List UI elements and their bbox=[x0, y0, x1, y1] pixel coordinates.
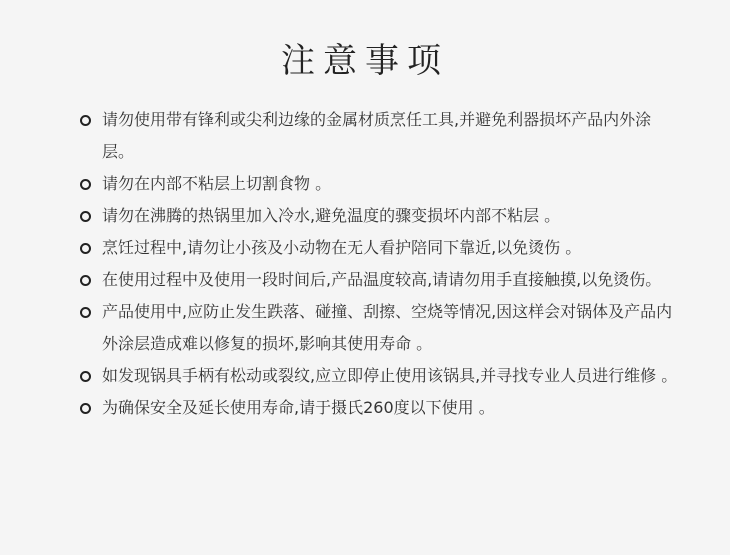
list-item bbox=[78, 104, 678, 168]
list-item-text: 请勿在内部不粘层上切割食物 。 bbox=[102, 174, 332, 193]
circle-bullet-icon bbox=[80, 403, 91, 414]
precautions-list bbox=[78, 104, 678, 424]
circle-bullet-icon bbox=[80, 371, 91, 382]
list-item bbox=[78, 392, 678, 424]
list-item-text: 请勿在沸腾的热锅里加入冷水,避免温度的骤变损坏内部不粘层 。 bbox=[102, 206, 561, 225]
circle-bullet-icon bbox=[80, 275, 91, 286]
list-item-text: 如发现锅具手柄有松动或裂纹,应立即停止使用该锅具,并寻找专业人员进行维修 。 bbox=[102, 366, 678, 385]
list-item bbox=[78, 200, 678, 232]
list-item bbox=[78, 264, 678, 296]
list-item bbox=[78, 296, 678, 360]
page-title: 注意事项 bbox=[281, 41, 449, 81]
list-item bbox=[78, 168, 678, 200]
circle-bullet-icon bbox=[80, 179, 91, 190]
circle-bullet-icon bbox=[80, 243, 91, 254]
list-item bbox=[78, 360, 678, 392]
circle-bullet-icon bbox=[80, 307, 91, 318]
list-item-text: 为确保安全及延长使用寿命,请于摄氏260度以下使用 。 bbox=[102, 398, 495, 417]
list-item-text: 产品使用中,应防止发生跌落、碰撞、刮擦、空烧等情况,因这样会对锅体及产品内外涂层造成难以修复的损坏,影响其使用寿命 。 bbox=[102, 302, 673, 353]
list-item-text: 请勿使用带有锋利或尖利边缘的金属材质烹任工具,并避免利器损坏产品内外涂层。 bbox=[102, 110, 652, 161]
circle-bullet-icon bbox=[80, 115, 91, 126]
list-item-text: 烹饪过程中,请勿让小孩及小动物在无人看护陪同下靠近,以免烫伤 。 bbox=[102, 238, 582, 257]
list-item-text: 在使用过程中及使用一段时间后,产品温度较高,请请勿用手直接触摸,以免烫伤。 bbox=[102, 270, 662, 289]
circle-bullet-icon bbox=[80, 211, 91, 222]
list-item bbox=[78, 232, 678, 264]
